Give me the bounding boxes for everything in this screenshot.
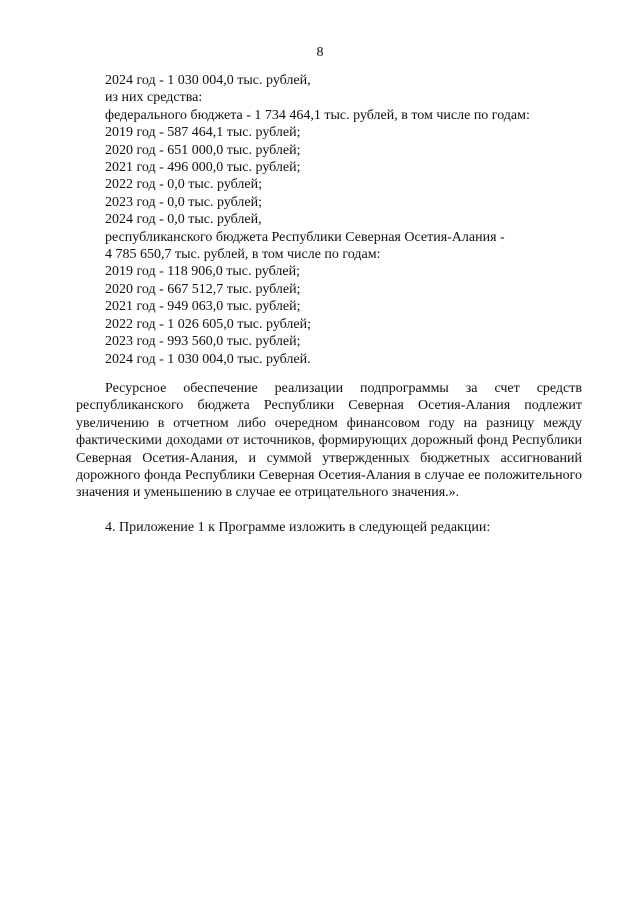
list-line: 2022 год - 1 026 605,0 тыс. рублей; <box>105 316 312 332</box>
page-number: 8 <box>316 45 324 60</box>
list-line: 2022 год - 0,0 тыс. рублей; <box>105 177 263 193</box>
list-line: из них средства: <box>105 90 203 106</box>
list-line: 2020 год - 651 000,0 тыс. рублей; <box>105 142 301 158</box>
list-line: 4 785 650,7 тыс. рублей, в том числе по годам: <box>105 247 381 263</box>
list-line: 2023 год - 993 560,0 тыс. рублей; <box>105 334 301 350</box>
list-line: 2020 год - 667 512,7 тыс. рублей; <box>105 281 301 297</box>
list-line: федерального бюджета - 1 734 464,1 тыс. рублей, в том числе по годам: <box>105 107 530 123</box>
item-4-paragraph: 4. Приложение 1 к Программе изложить в следующей редакции: <box>105 520 491 535</box>
list-line: республиканского бюджета Республики Северная Осетия-Алания - <box>105 229 505 245</box>
resource-paragraph: Ресурсное обеспечение реализации подпрограммы за счет средств республиканского бюджета Республики Северная Осетия-Алания подлежит увеличению в отчетном либо очередном финансовом году на разницу между фактическими доходами от источников, формирующих дорожный фонд Республики Северная Осетия-Алания, и суммой утвержденных бюджетных ассигнований дорожного фонда Республики Северная Осетия-Алания в случае ее положительного значения и уменьшению в случае ее отрицательного значения.». <box>76 381 582 501</box>
list-line: 2019 год - 587 464,1 тыс. рублей; <box>105 125 301 141</box>
list-line: 2024 год - 0,0 тыс. рублей, <box>105 212 262 228</box>
list-line: 2024 год - 1 030 004,0 тыс. рублей, <box>105 73 311 88</box>
list-line: 2019 год - 118 906,0 тыс. рублей; <box>105 264 300 280</box>
list-line: 2023 год - 0,0 тыс. рублей; <box>105 194 263 210</box>
funding-list <box>105 72 575 368</box>
list-line: 2024 год - 1 030 004,0 тыс. рублей. <box>105 351 311 367</box>
list-line: 2021 год - 949 063,0 тыс. рублей; <box>105 299 301 315</box>
list-line: 2021 год - 496 000,0 тыс. рублей; <box>105 160 301 176</box>
